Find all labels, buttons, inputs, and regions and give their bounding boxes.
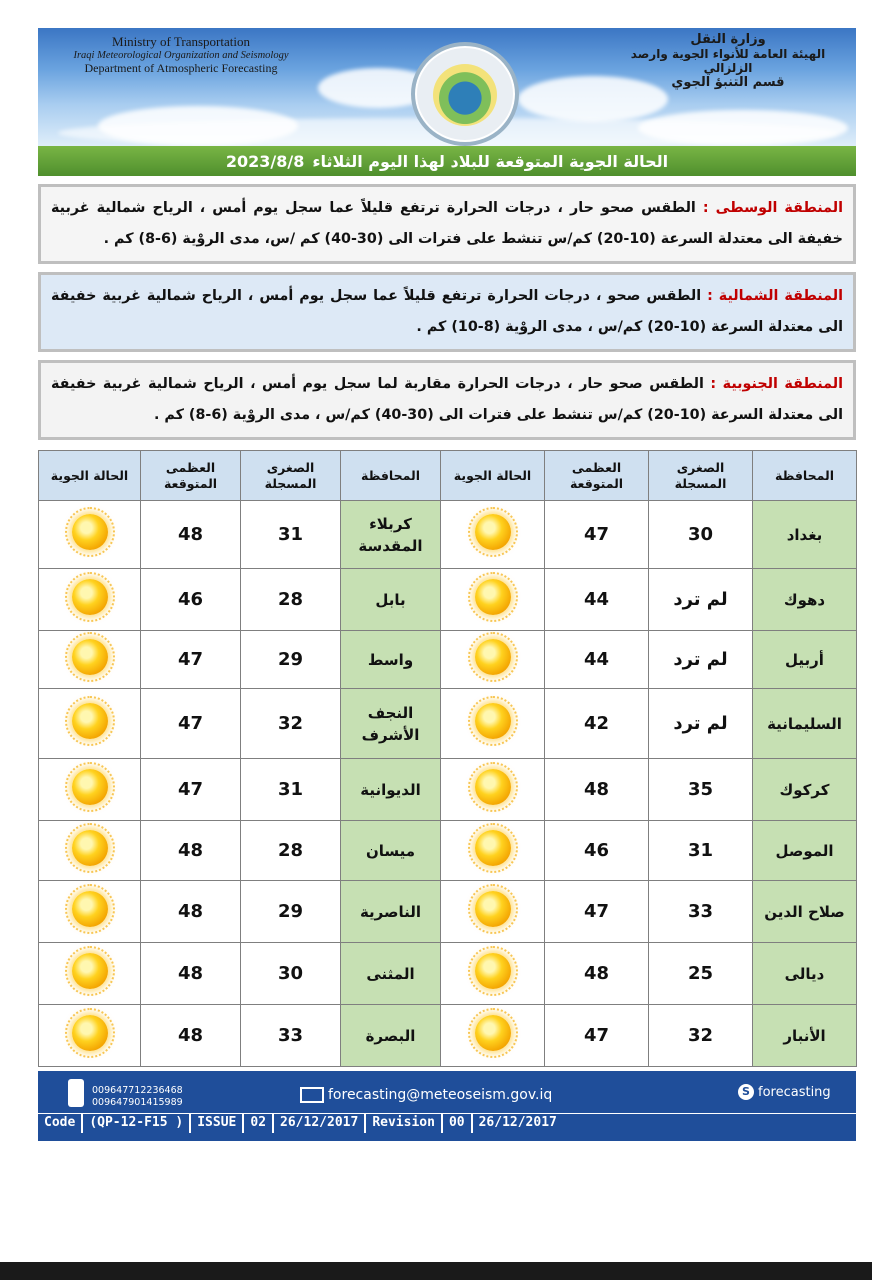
- min-temp-cell: 35: [649, 759, 753, 821]
- min-temp-cell: لم ترد: [649, 569, 753, 631]
- bottom-border: [0, 1262, 872, 1280]
- province-cell: ميسان: [341, 821, 441, 881]
- province-cell: صلاح الدين: [753, 881, 857, 943]
- weather-cell: [39, 689, 141, 759]
- organization-name-en: Iraqi Meteorological Organization and Seismology: [73, 50, 289, 61]
- revision-value: 00: [443, 1114, 473, 1133]
- province-cell: النجف الأشرف: [341, 689, 441, 759]
- sunny-icon: [475, 703, 511, 739]
- max-temp-cell: 47: [141, 689, 241, 759]
- sunny-icon: [475, 769, 511, 805]
- forecast-table: [38, 450, 857, 1067]
- max-temp-cell: 48: [141, 821, 241, 881]
- min-temp-cell: 31: [649, 821, 753, 881]
- max-temp-cell: 42: [545, 689, 649, 759]
- region-name: المنطقة الوسطى :: [702, 200, 843, 216]
- max-temp-cell: 47: [141, 759, 241, 821]
- revision-date: 26/12/2017: [478, 1115, 557, 1130]
- sunny-icon: [475, 953, 511, 989]
- title-date: 2023/8/8: [225, 151, 305, 171]
- max-temp-cell: 48: [141, 943, 241, 1005]
- province-cell: الأنبار: [753, 1005, 857, 1067]
- max-temp-cell: 46: [545, 821, 649, 881]
- province-cell: أربيل: [753, 631, 857, 689]
- max-temp-cell: 46: [141, 569, 241, 631]
- weather-cell: [441, 943, 545, 1005]
- table-row: [39, 943, 857, 1005]
- province-cell: واسط: [341, 631, 441, 689]
- table-row: [39, 881, 857, 943]
- province-cell: بابل: [341, 569, 441, 631]
- forecast-document: [38, 28, 856, 1141]
- table-header-row: [39, 451, 857, 501]
- max-temp-cell: 47: [141, 631, 241, 689]
- table-row: [39, 501, 857, 569]
- region-central: [38, 184, 856, 264]
- header-arabic: [608, 32, 848, 90]
- weather-cell: [441, 881, 545, 943]
- mail-icon: [300, 1087, 324, 1103]
- header-english: [46, 34, 316, 76]
- weather-cell: [441, 759, 545, 821]
- code-value: (QP-12-F15 ): [83, 1114, 191, 1133]
- col-province: المحافظة: [341, 451, 441, 501]
- province-cell: كربلاء المقدسة: [341, 501, 441, 569]
- province-cell: الموصل: [753, 821, 857, 881]
- sunny-icon: [475, 1015, 511, 1051]
- department-name-ar: قسم التنبؤ الجوي: [671, 75, 785, 90]
- max-temp-cell: 48: [545, 943, 649, 1005]
- province-cell: بغداد: [753, 501, 857, 569]
- forecast-title: [38, 146, 856, 176]
- province-cell: كركوك: [753, 759, 857, 821]
- sunny-icon: [72, 579, 108, 615]
- sunny-icon: [475, 579, 511, 615]
- region-text: الطقس صحو حار ، درجات الحرارة مقاربة لما سجل يوم أمس ، الرياح شمالية غربية خفيفة الى معتدلة السرعة (10-20) كم/س تنشط على فترات الى (30-40) كم/س ، مدى الروْية (6-8) كم .: [51, 376, 843, 423]
- region-text: الطقس صحو ، درجات الحرارة ترتفع قليلاً عما سجل يوم أمس ، الرياح شمالية غربية خفيفة الى معتدلة السرعة (10-20) كم/س ، مدى الروْية (8-10) كم .: [51, 288, 843, 335]
- col-province: المحافظة: [753, 451, 857, 501]
- footer-bar: [38, 1071, 856, 1141]
- email-link[interactable]: forecasting@meteoseism.gov.iq: [328, 1087, 553, 1103]
- phone-2: 009647901415989: [92, 1097, 183, 1108]
- weather-cell: [39, 631, 141, 689]
- province-cell: الناصرية: [341, 881, 441, 943]
- sunny-icon: [72, 891, 108, 927]
- table-row: [39, 631, 857, 689]
- weather-cell: [39, 1005, 141, 1067]
- region-text: الطقس صحو حار ، درجات الحرارة ترتفع قليلاً عما سجل يوم أمس ، الرياح شمالية غربية خفيفة الى معتدلة السرعة (10-20) كم/س تنشط على فترات الى (30-40) كم /س، مدى الروْية (6-8) كم .: [51, 200, 843, 247]
- sunny-icon: [72, 514, 108, 550]
- col-weather: الحالة الجوية: [39, 451, 141, 501]
- province-cell: الديوانية: [341, 759, 441, 821]
- weather-cell: [39, 759, 141, 821]
- phone-1: 009647712236468: [92, 1085, 183, 1096]
- min-temp-cell: 28: [241, 821, 341, 881]
- min-temp-cell: لم ترد: [649, 631, 753, 689]
- min-temp-cell: 30: [649, 501, 753, 569]
- min-temp-cell: لم ترد: [649, 689, 753, 759]
- min-temp-cell: 29: [241, 881, 341, 943]
- region-name: المنطقة الشمالية :: [707, 288, 843, 304]
- min-temp-cell: 29: [241, 631, 341, 689]
- max-temp-cell: 44: [545, 631, 649, 689]
- weather-cell: [441, 689, 545, 759]
- max-temp-cell: 47: [545, 881, 649, 943]
- weather-cell: [441, 631, 545, 689]
- revision-label: Revision: [366, 1114, 443, 1133]
- min-temp-cell: 32: [241, 689, 341, 759]
- sunny-icon: [72, 1015, 108, 1051]
- weather-cell: [39, 501, 141, 569]
- max-temp-cell: 48: [141, 501, 241, 569]
- table-row: [39, 759, 857, 821]
- province-cell: دهوك: [753, 569, 857, 631]
- col-max: العظمى المتوقعة: [545, 451, 649, 501]
- skype-handle[interactable]: forecasting: [758, 1085, 831, 1100]
- weather-cell: [441, 1005, 545, 1067]
- organization-logo: [411, 42, 519, 146]
- province-cell: ديالى: [753, 943, 857, 1005]
- max-temp-cell: 48: [141, 881, 241, 943]
- ministry-name-en: Ministry of Transportation: [112, 34, 250, 49]
- weather-cell: [441, 569, 545, 631]
- sunny-icon: [72, 703, 108, 739]
- issue-value: 02: [244, 1114, 274, 1133]
- sunny-icon: [475, 514, 511, 550]
- document-code-bar: [38, 1113, 856, 1133]
- sunny-icon: [475, 891, 511, 927]
- max-temp-cell: 44: [545, 569, 649, 631]
- min-temp-cell: 30: [241, 943, 341, 1005]
- table-row: [39, 821, 857, 881]
- province-cell: السليمانية: [753, 689, 857, 759]
- min-temp-cell: 31: [241, 501, 341, 569]
- skype-icon: S: [738, 1084, 754, 1100]
- max-temp-cell: 47: [545, 1005, 649, 1067]
- issue-date: 26/12/2017: [274, 1114, 366, 1133]
- col-min: الصغرى المسجلة: [241, 451, 341, 501]
- col-weather: الحالة الجوية: [441, 451, 545, 501]
- sunny-icon: [72, 953, 108, 989]
- min-temp-cell: 25: [649, 943, 753, 1005]
- table-row: [39, 1005, 857, 1067]
- sunny-icon: [475, 639, 511, 675]
- weather-cell: [39, 881, 141, 943]
- table-row: [39, 689, 857, 759]
- organization-name-ar: الهيئة العامة للأنواء الجوية وارصد الزلزالي: [630, 47, 826, 75]
- phone-numbers: [92, 1085, 183, 1109]
- phone-icon: [68, 1079, 84, 1107]
- max-temp-cell: 48: [141, 1005, 241, 1067]
- min-temp-cell: 33: [241, 1005, 341, 1067]
- department-name-en: Department of Atmospheric Forecasting: [84, 61, 278, 75]
- title-text: الحالة الجوية المتوقعة للبلاد لهذا اليوم الثلاثاء: [312, 151, 669, 171]
- max-temp-cell: 47: [545, 501, 649, 569]
- weather-cell: [441, 501, 545, 569]
- weather-cell: [39, 569, 141, 631]
- max-temp-cell: 48: [545, 759, 649, 821]
- code-label: Code: [38, 1114, 83, 1133]
- region-name: المنطقة الجنوبية :: [710, 376, 843, 392]
- sunny-icon: [72, 639, 108, 675]
- sunny-icon: [72, 830, 108, 866]
- province-cell: المثنى: [341, 943, 441, 1005]
- province-cell: البصرة: [341, 1005, 441, 1067]
- min-temp-cell: 32: [649, 1005, 753, 1067]
- table-row: [39, 569, 857, 631]
- min-temp-cell: 33: [649, 881, 753, 943]
- min-temp-cell: 31: [241, 759, 341, 821]
- min-temp-cell: 28: [241, 569, 341, 631]
- weather-cell: [39, 821, 141, 881]
- header-banner: [38, 28, 856, 146]
- issue-label: ISSUE: [191, 1114, 244, 1133]
- region-north: [38, 272, 856, 352]
- col-max: العظمى المتوقعة: [141, 451, 241, 501]
- sunny-icon: [475, 830, 511, 866]
- weather-cell: [39, 943, 141, 1005]
- col-min: الصغرى المسجلة: [649, 451, 753, 501]
- weather-cell: [441, 821, 545, 881]
- region-south: [38, 360, 856, 440]
- ministry-name-ar: وزارة النقل: [690, 32, 766, 47]
- sunny-icon: [72, 769, 108, 805]
